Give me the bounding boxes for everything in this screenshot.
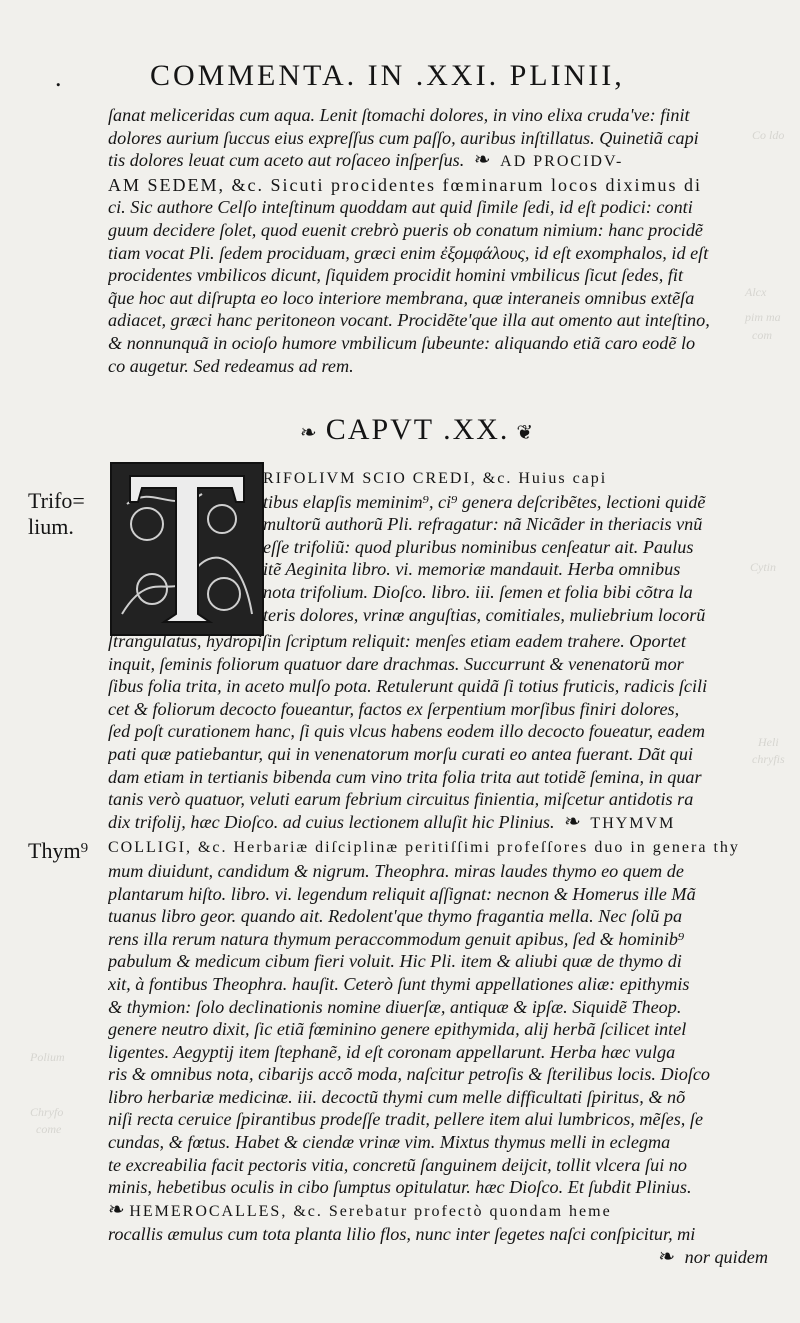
rubric: AD PROCIDV- bbox=[500, 153, 624, 171]
text-line: te excreabilia facit pectoris vitia, concretũ ſanguinem deijcit, tollit vlcera ſui no bbox=[108, 1154, 687, 1175]
text-line: pabulum & medicum cibum fieri voluit. Hic Pli. item & aliubi quæ de thymo di bbox=[108, 951, 682, 972]
text-line: rens illa rerum natura thymum peraccommodum genuit apibus, ſed & hominib⁹ bbox=[108, 928, 685, 949]
paragraph-trifolium-opening bbox=[108, 466, 768, 626]
text-line: cundas, & fœtus. Habet & ciendæ vrinæ vim. Mixtus thymus melli in eclegma bbox=[108, 1132, 671, 1153]
bleed-mark: Polium bbox=[30, 1050, 65, 1064]
bleed-mark: com bbox=[752, 328, 772, 342]
text-line-content: COLLIGI, &c. Herbariæ diſciplinæ peritiſſimi profeſſores duo in genera thy bbox=[108, 839, 740, 857]
text-line: libro herbariæ medicinæ. iii. decoctũ thymi cum melle difficultati ſpiritus, & nõ bbox=[108, 1086, 686, 1107]
text-line: plantarum hiſto. libro. vi. legendum reliquit aſſignat: necnon & Homerus ille Mã bbox=[108, 883, 696, 904]
text-line-content: dix trifolij, hæc Dioſco. ad cuius lectionem alluſit hic Plinius. bbox=[108, 811, 555, 832]
text-line: rocallis æmulus cum tota planta lilio flos, nunc inter ſegetes naſci conſpicitur, mi bbox=[108, 1224, 696, 1245]
text-line bbox=[108, 149, 768, 174]
text-line: guum decidere ſolet, quod euenit crebrò pueris ob conatum nimium: hanc procidẽ bbox=[108, 219, 704, 240]
bleed-mark: Co ldo bbox=[752, 128, 785, 142]
paragraph-trifolium-thymus bbox=[108, 630, 768, 1269]
header-dot: . bbox=[55, 63, 62, 92]
text-line: mum diuidunt, candidum & nigrum. Theophra. miras laudes thymo eo quem de bbox=[108, 860, 684, 881]
text-line bbox=[108, 1199, 768, 1224]
bleed-mark: Alcx bbox=[745, 285, 767, 299]
fleuron-icon: ❧ bbox=[658, 1246, 681, 1269]
text-line: ci. Sic authore Celſo inteſtinum quoddam aut quid ſimile ſedi, id eſt podici: conti bbox=[108, 197, 693, 218]
text-line: eſſe trifoliũ: quod pluribus nominibus cenſeatur ait. Paulus bbox=[263, 536, 694, 557]
text-line: itẽ Aeginita libro. vi. memoriæ mandauit. Herba omnibus bbox=[263, 559, 681, 580]
margin-note-line: lium. bbox=[28, 514, 74, 539]
text-line-content: tis dolores leuat cum aceto aut roſaceo inſperſus. bbox=[108, 150, 465, 171]
text-line: & thymion: ſolo declinationis nomine diuerſæ, antiquæ & ipſæ. Siquidẽ Theop. bbox=[108, 996, 682, 1017]
text-line: ſed poſt curationem hanc, ſi quis vlcus habens eodem illo decocto foueatur, eadem bbox=[108, 721, 706, 742]
lemma: RIFOLIVM SCIO CREDI, &c. Huius capi bbox=[263, 470, 608, 487]
text-line: niſi recta ceruice ſpirantibus prodeſſe tradit, pellere item alui lumbricos, mẽſes, ſe bbox=[108, 1109, 704, 1130]
text-line: co augetur. Sed redeamus ad rem. bbox=[108, 355, 354, 376]
text-line-content: HEMEROCALLES, &c. Serebatur profectò quondam heme bbox=[129, 1202, 612, 1220]
chapter-title: CAPVT .XX. bbox=[325, 413, 510, 446]
margin-note-trifolium bbox=[28, 488, 85, 540]
text-line: cet & foliorum decocto foueantur, factos ex ſerpentium morſibus finiri dolores, bbox=[108, 698, 680, 719]
text-line: pati quæ patiebantur, qui in venenatorum morſu curati eo antea fuerant. Dãt qui bbox=[108, 743, 693, 764]
rubric: THYMVM bbox=[590, 814, 676, 832]
text-line: tibus elapſis meminim⁹, ci⁹ genera deſcribẽtes, lectioni quidẽ bbox=[263, 491, 706, 512]
text-line: tanis verò quatuor, veluti earum febrium circuitus finientia, miſcetur antidotis ra bbox=[108, 789, 694, 810]
bleed-mark: Chryfo bbox=[30, 1105, 64, 1119]
bleed-mark: come bbox=[36, 1122, 62, 1136]
text-line: & nonnunquã in ocioſo humore vmbilicum ſubeunte: aliquando etiã caro eodẽ lo bbox=[108, 332, 696, 353]
paragraph-procidua bbox=[108, 104, 768, 377]
text-line: dam etiam in tertianis bibenda cum vino trita folia trita aut totidẽ ſemina, in quar bbox=[108, 766, 702, 787]
text-line: ſibus folia trita, in aceto mulſo pota. Retulerunt quidã ſi totius fruticis, radicis ſcili bbox=[108, 676, 708, 697]
text-line: tuanus libro geor. quando ait. Redolent'que thymo fragantia mella. Nec ſolũ pa bbox=[108, 906, 683, 927]
bleed-mark: pim ma bbox=[745, 310, 781, 324]
catchword: nor quidem bbox=[684, 1247, 768, 1268]
text-line: ris & omnibus nota, cibarijs accõ moda, naſcitur petroſis & ſterilibus locis. Dioſco bbox=[108, 1064, 711, 1085]
text-line: minis, hebetibus oculis in cibo ſumptus opitulatur. hæc Dioſco. Et ſubdit Plinius. bbox=[108, 1177, 692, 1198]
text-line: tiam vocat Pli. ſedem prociduam, græci enim ἐξομφάλους, id eſt exomphalos, id eſt bbox=[108, 242, 709, 263]
text-line bbox=[108, 835, 768, 860]
running-head: COMMENTA. IN .XXI. PLINII, bbox=[150, 59, 625, 92]
text-line: dolores aurium ſuccus eius expreſſus cum paſſo, auribus inſtillatus. Quinetiã capi bbox=[108, 127, 699, 148]
bleed-mark: chryfis bbox=[752, 752, 785, 766]
text-line: q̃ue hoc aut diſrupta eo loco interiore membrana, quæ interaneis omnibus extẽſa bbox=[108, 287, 695, 308]
text-line: inquit, ſeminis foliorum quatuor dare drachmas. Succurrunt & venenatorũ mor bbox=[108, 653, 684, 674]
fleuron-right-icon: ❦ bbox=[509, 422, 536, 444]
text-line: genere neutro dixit, ſic etiã fœminino genere epithymida, alij herbã ſcilicet intel bbox=[108, 1019, 687, 1040]
fleuron-icon: ❧ bbox=[559, 810, 586, 833]
text-line bbox=[108, 466, 768, 491]
catchword-line bbox=[108, 1246, 768, 1269]
text-line: procidentes vmbilicos dicunt, ſiquidem procidit homini vmbilicus ſicut ſedes, fit bbox=[108, 265, 684, 286]
text-line: xit, à fontibus Theophra. hauſit. Ceterò ſunt thymi appellationes aliæ: epithymis bbox=[108, 973, 690, 994]
text-line: multorũ authorũ Pli. refragatur: nã Nicãder in theriacis vnũ bbox=[263, 514, 703, 535]
bleed-mark: Cytin bbox=[750, 560, 776, 574]
text-line bbox=[108, 811, 768, 836]
fleuron-icon: ❧ bbox=[108, 1198, 125, 1221]
fleuron-icon: ❧ bbox=[468, 149, 496, 172]
text-line: nota trifolium. Dioſco. libro. iii. ſemen et folia bibi cõtra la bbox=[263, 581, 693, 602]
margin-note-thymus: Thym⁹ bbox=[28, 838, 89, 863]
fleuron-left-icon: ❧ bbox=[300, 422, 326, 444]
bleed-mark: Heli bbox=[758, 735, 779, 749]
text-line: adiacet, græci hanc peritoneon vocant. Procidẽte'que illa aut omento aut inteſtino, bbox=[108, 310, 710, 331]
text-line: ſtrangulatus, hydropiſin ſcriptum reliquit: menſes etiam eadem trahere. Oportet bbox=[108, 631, 686, 651]
text-line: ligentes. Aegyptij item ſtephanẽ, id eſt coronam appellarunt. Herba hæc vulga bbox=[108, 1041, 676, 1062]
margin-note-line: Trifo= bbox=[28, 488, 85, 513]
text-line: teris dolores, vrinæ anguſtias, comitiales, muliebrium locorũ bbox=[263, 604, 706, 625]
chapter-heading bbox=[300, 413, 600, 447]
text-line: AM SEDEM, &c. Sicuti procidentes fœminarum locos diximus di bbox=[108, 174, 702, 195]
text-line: ſanat meliceridas cum aqua. Lenit ſtomachi dolores, in vino elixa cruda've: finit bbox=[108, 105, 690, 125]
